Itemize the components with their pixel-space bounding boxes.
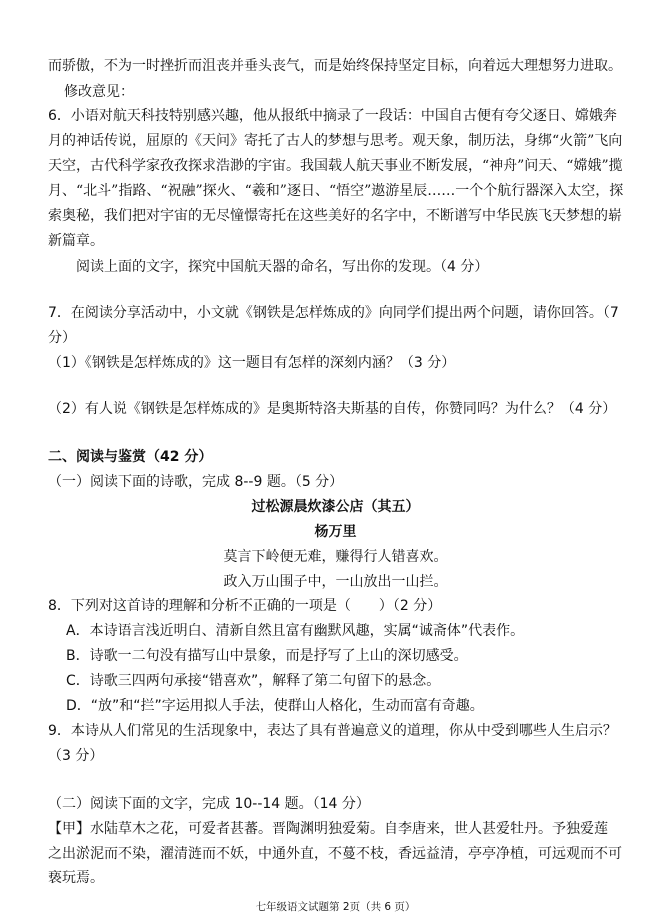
- question-8-option-b: B．诗歌一二句没有描写山中景象，而是抒写了上山的深切感受。: [66, 648, 468, 664]
- question-8-option-a: A．本诗语言浅近明白、清新自然且富有幽默风趣，实属“诚斋体”代表作。: [66, 623, 525, 639]
- page-footer: 七年级语文试题第 2页（共 6 页）: [255, 901, 416, 913]
- question-8-option-d: D．“放”和“拦”字运用拟人手法，使群山人格化，生动而富有奇趣。: [66, 698, 484, 714]
- question-6-prompt: 阅读上面的文字，探究中国航天器的命名，写出你的发现。（4 分）: [76, 259, 489, 275]
- poem-title: 过松源晨炊漆公店（其五）: [251, 499, 420, 515]
- question-7-line-1: 7．在阅读分享活动中，小文就《钢铁是怎样炼成的》向同学们提出两个问题，请你回答。（7: [48, 305, 619, 321]
- question-6-line-1: 6．小语对航天科技特别感兴趣，他从报纸中摘录了一段话：中国自古便有夸父逐日、嫦娥奔: [48, 108, 617, 124]
- revision-label: 修改意见：: [64, 84, 134, 100]
- question-9-line-2: （3 分）: [48, 748, 104, 764]
- question-6-line-3: 天空，古代科学家孜孜探求浩渺的宇宙。我国载人航天事业不断发展，“神舟”问天、“嫦娥”揽: [48, 158, 623, 174]
- poem-line-1: 莫言下岭便无难，赚得行人错喜欢。: [223, 549, 448, 565]
- passage-jia-line-2: 之出淤泥而不染，濯清涟而不妖，中通外直，不蔓不枝，香远益清，亭亭净植，可远观而不可: [48, 846, 622, 862]
- question-8-stem: 8．下列对这首诗的理解和分析不正确的一项是（ ）（2 分）: [48, 598, 442, 614]
- question-7-line-2: 分）: [48, 330, 76, 346]
- question-6-line-6: 新篇章。: [48, 233, 104, 249]
- question-7-sub-1: （1）《钢铁是怎样炼成的》这一题目有怎样的深刻内涵？（3 分）: [48, 355, 456, 371]
- subsection-1-heading: （一）阅读下面的诗歌，完成 8--9 题。（5 分）: [48, 474, 344, 490]
- question-6-line-4: 月、“北斗”指路、“祝融”探火、“羲和”逐日、“悟空”遨游星辰……一个个航行器深入太空，探: [48, 183, 624, 199]
- passage-jia-line-1: 【甲】水陆草木之花，可爱者甚蕃。晋陶渊明独爱菊。自李唐来，世人甚爱牡丹。予独爱莲: [48, 821, 608, 837]
- question-6-line-5: 索奥秘，我们把对宇宙的无尽憧憬寄托在这些美好的名字中，不断谱写中华民族飞天梦想的崭: [48, 208, 622, 224]
- passage-jia-line-3: 亵玩焉。: [48, 870, 104, 886]
- question-6-line-2: 月的神话传说，屈原的《天问》寄托了古人的梦想与思考。观天象，制历法，身绑“火箭”飞向: [48, 133, 623, 149]
- subsection-2-heading: （二）阅读下面的文字，完成 10--14 题。（14 分）: [48, 796, 370, 812]
- text-line-continuation: 而骄傲，不为一时挫折而沮丧并垂头丧气，而是始终保持坚定目标，向着远大理想努力进取。: [48, 58, 622, 74]
- question-7-sub-2: （2）有人说《钢铁是怎样炼成的》是奥斯特洛夫斯基的自传，你赞同吗？为什么？（4 分）: [48, 401, 617, 417]
- question-8-option-c: C．诗歌三四两句承接“错喜欢”，解释了第二句留下的悬念。: [66, 673, 441, 689]
- section-heading-reading: 二、阅读与鉴赏（42 分）: [48, 449, 213, 465]
- poem-line-2: 政入万山围子中，一山放出一山拦。: [223, 574, 448, 590]
- poem-author: 杨万里: [314, 524, 357, 540]
- question-9-line-1: 9．本诗从人们常见的生活现象中，表达了具有普遍意义的道理，你从中受到哪些人生启示？: [48, 723, 617, 739]
